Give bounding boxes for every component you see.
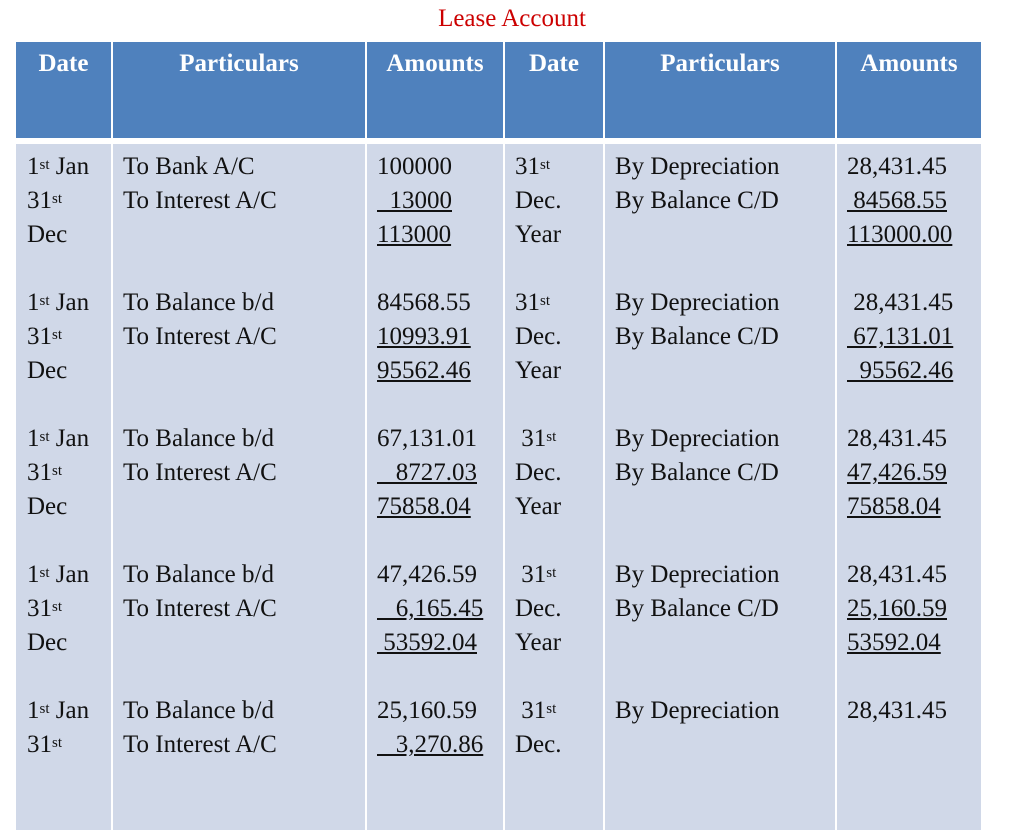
- amount-value: 53592.04: [847, 629, 941, 656]
- amount-value: 67,131.01: [377, 425, 477, 452]
- right-particulars-column: [604, 144, 836, 830]
- particulars-text: To Bank A/C: [123, 153, 255, 180]
- entry-block: [377, 694, 503, 830]
- month-text: Jan: [49, 425, 90, 452]
- entry-block: [27, 150, 111, 286]
- date-text: 31: [515, 561, 547, 588]
- particulars-text: To Interest A/C: [123, 187, 277, 214]
- amount-value: 28,431.45: [847, 153, 947, 180]
- date-line: [27, 354, 111, 388]
- ordinal-suffix: st: [546, 429, 557, 445]
- date-line: [515, 320, 603, 354]
- header-particulars-right: Particulars: [604, 42, 836, 138]
- entry-block: [27, 422, 111, 558]
- date-text: 1: [27, 425, 40, 452]
- date-text: 31: [515, 289, 540, 316]
- date-line: [27, 728, 111, 762]
- particulars-text: To Interest A/C: [123, 731, 277, 758]
- particulars-text: By Balance C/D: [615, 595, 779, 622]
- left-date-column: [16, 144, 112, 830]
- date-text: Dec: [27, 493, 68, 520]
- date-line: [515, 490, 603, 524]
- entry-block: [847, 286, 981, 422]
- date-line: [27, 626, 111, 660]
- date-text: Year: [515, 357, 562, 384]
- date-line: [27, 694, 111, 728]
- amount-value: 6,165.45: [377, 595, 484, 622]
- ordinal-suffix: st: [540, 293, 551, 309]
- date-line: [515, 626, 603, 660]
- header-particulars-left: Particulars: [112, 42, 366, 138]
- amount-value: 10993.91: [377, 323, 471, 350]
- date-text: 31: [27, 459, 52, 486]
- entry-block: [847, 558, 981, 694]
- ordinal-suffix: st: [540, 157, 551, 173]
- ordinal-suffix: st: [52, 735, 63, 751]
- ordinal-suffix: st: [39, 157, 50, 173]
- slide-title: Lease Account: [438, 5, 586, 32]
- date-text: Dec.: [515, 459, 562, 486]
- amount-value: 113000: [377, 221, 452, 248]
- particulars-text: By Depreciation: [615, 561, 780, 588]
- lease-account-table: [16, 42, 983, 830]
- entry-block: [615, 286, 835, 422]
- entry-block: [377, 286, 503, 422]
- particulars-text: By Balance C/D: [615, 459, 779, 486]
- ordinal-suffix: st: [52, 191, 63, 207]
- date-text: 31: [27, 187, 52, 214]
- date-text: Dec.: [515, 323, 562, 350]
- amount-value: 100000: [377, 153, 452, 180]
- date-line: [515, 184, 603, 218]
- particulars-text: By Depreciation: [615, 425, 780, 452]
- amount-value: 53592.04: [377, 629, 477, 656]
- month-text: Jan: [49, 153, 90, 180]
- date-line: [27, 456, 111, 490]
- ordinal-suffix: st: [39, 293, 50, 309]
- entry-block: [515, 286, 603, 422]
- amount-value: 84568.55: [377, 289, 471, 316]
- entry-block: [615, 694, 835, 830]
- left-amounts-column: [366, 144, 504, 830]
- header-amounts-right: Amounts: [836, 42, 982, 138]
- date-text: 31: [515, 697, 547, 724]
- entry-block: [515, 422, 603, 558]
- date-line: [27, 490, 111, 524]
- particulars-text: By Balance C/D: [615, 187, 779, 214]
- entry-block: [377, 558, 503, 694]
- date-line: [515, 456, 603, 490]
- date-line: [515, 422, 603, 456]
- ordinal-suffix: st: [52, 327, 63, 343]
- date-text: 31: [27, 323, 52, 350]
- date-line: [515, 354, 603, 388]
- date-text: 1: [27, 561, 40, 588]
- entry-block: [377, 422, 503, 558]
- particulars-text: By Balance C/D: [615, 323, 779, 350]
- date-text: Dec: [27, 629, 68, 656]
- date-text: 1: [27, 289, 40, 316]
- entry-block: [615, 422, 835, 558]
- month-text: Jan: [49, 289, 90, 316]
- entry-block: [615, 558, 835, 694]
- amount-value: 8727.03: [377, 459, 477, 486]
- date-text: Year: [515, 629, 562, 656]
- date-line: [515, 694, 603, 728]
- date-text: Dec: [27, 221, 68, 248]
- amount-value: 47,426.59: [847, 459, 947, 486]
- ordinal-suffix: st: [52, 599, 63, 615]
- date-line: [27, 320, 111, 354]
- header-date-right: Date: [504, 42, 604, 138]
- amount-value: 13000: [377, 187, 452, 214]
- entry-block: [377, 150, 503, 286]
- date-text: 31: [27, 595, 52, 622]
- date-line: [27, 422, 111, 456]
- ordinal-suffix: st: [52, 463, 63, 479]
- entry-block: [123, 558, 365, 694]
- date-text: 31: [27, 731, 52, 758]
- date-text: Year: [515, 221, 562, 248]
- amount-value: 75858.04: [377, 493, 471, 520]
- date-line: [515, 728, 603, 762]
- date-line: [27, 558, 111, 592]
- particulars-text: To Interest A/C: [123, 595, 277, 622]
- entry-block: [123, 422, 365, 558]
- ordinal-suffix: st: [39, 565, 50, 581]
- ordinal-suffix: st: [546, 701, 557, 717]
- amount-value: 28,431.45: [847, 561, 947, 588]
- amount-value: 113000.00: [847, 221, 953, 248]
- amount-value: 25,160.59: [847, 595, 947, 622]
- date-text: 1: [27, 153, 40, 180]
- date-text: Dec.: [515, 731, 562, 758]
- entry-block: [515, 558, 603, 694]
- particulars-text: By Depreciation: [615, 697, 780, 724]
- entry-block: [123, 150, 365, 286]
- particulars-text: To Interest A/C: [123, 459, 277, 486]
- entry-block: [27, 558, 111, 694]
- date-line: [515, 218, 603, 252]
- amount-value: 67,131.01: [847, 323, 954, 350]
- entry-block: [27, 286, 111, 422]
- ordinal-suffix: st: [39, 701, 50, 717]
- amount-value: 84568.55: [847, 187, 947, 214]
- entry-block: [27, 694, 111, 830]
- particulars-text: To Interest A/C: [123, 323, 277, 350]
- amount-value: 28,431.45: [847, 289, 954, 316]
- entry-block: [123, 694, 365, 830]
- amount-value: 95562.46: [377, 357, 471, 384]
- particulars-text: To Balance b/d: [123, 425, 274, 452]
- amount-value: 95562.46: [847, 357, 954, 384]
- date-line: [27, 286, 111, 320]
- month-text: Jan: [49, 697, 90, 724]
- date-text: Dec: [27, 357, 68, 384]
- ordinal-suffix: st: [39, 429, 50, 445]
- amount-value: 28,431.45: [847, 697, 947, 724]
- date-line: [515, 286, 603, 320]
- date-line: [27, 184, 111, 218]
- ledger-body-row: [16, 144, 982, 830]
- amount-value: 47,426.59: [377, 561, 477, 588]
- header-date-left: Date: [16, 42, 112, 138]
- header-amounts-left: Amounts: [366, 42, 504, 138]
- particulars-text: By Depreciation: [615, 289, 780, 316]
- particulars-text: To Balance b/d: [123, 561, 274, 588]
- date-line: [515, 558, 603, 592]
- amount-value: 25,160.59: [377, 697, 477, 724]
- month-text: Jan: [49, 561, 90, 588]
- entry-block: [615, 150, 835, 286]
- date-text: 31: [515, 425, 547, 452]
- left-particulars-column: [112, 144, 366, 830]
- date-text: Dec.: [515, 595, 562, 622]
- right-amounts-column: [836, 144, 982, 830]
- entry-block: [847, 422, 981, 558]
- right-date-column: [504, 144, 604, 830]
- entry-block: [123, 286, 365, 422]
- header-row: [16, 42, 982, 138]
- date-line: [27, 592, 111, 626]
- date-line: [515, 150, 603, 184]
- date-line: [515, 592, 603, 626]
- entry-block: [847, 150, 981, 286]
- particulars-text: By Depreciation: [615, 153, 780, 180]
- date-text: Year: [515, 493, 562, 520]
- entry-block: [515, 150, 603, 286]
- amount-value: 3,270.86: [377, 731, 484, 758]
- date-text: 1: [27, 697, 40, 724]
- entry-block: [847, 694, 981, 830]
- date-line: [27, 150, 111, 184]
- particulars-text: To Balance b/d: [123, 697, 274, 724]
- date-text: 31: [515, 153, 540, 180]
- entry-block: [515, 694, 603, 830]
- ordinal-suffix: st: [546, 565, 557, 581]
- amount-value: 75858.04: [847, 493, 941, 520]
- amount-value: 28,431.45: [847, 425, 947, 452]
- date-text: Dec.: [515, 187, 562, 214]
- date-line: [27, 218, 111, 252]
- particulars-text: To Balance b/d: [123, 289, 274, 316]
